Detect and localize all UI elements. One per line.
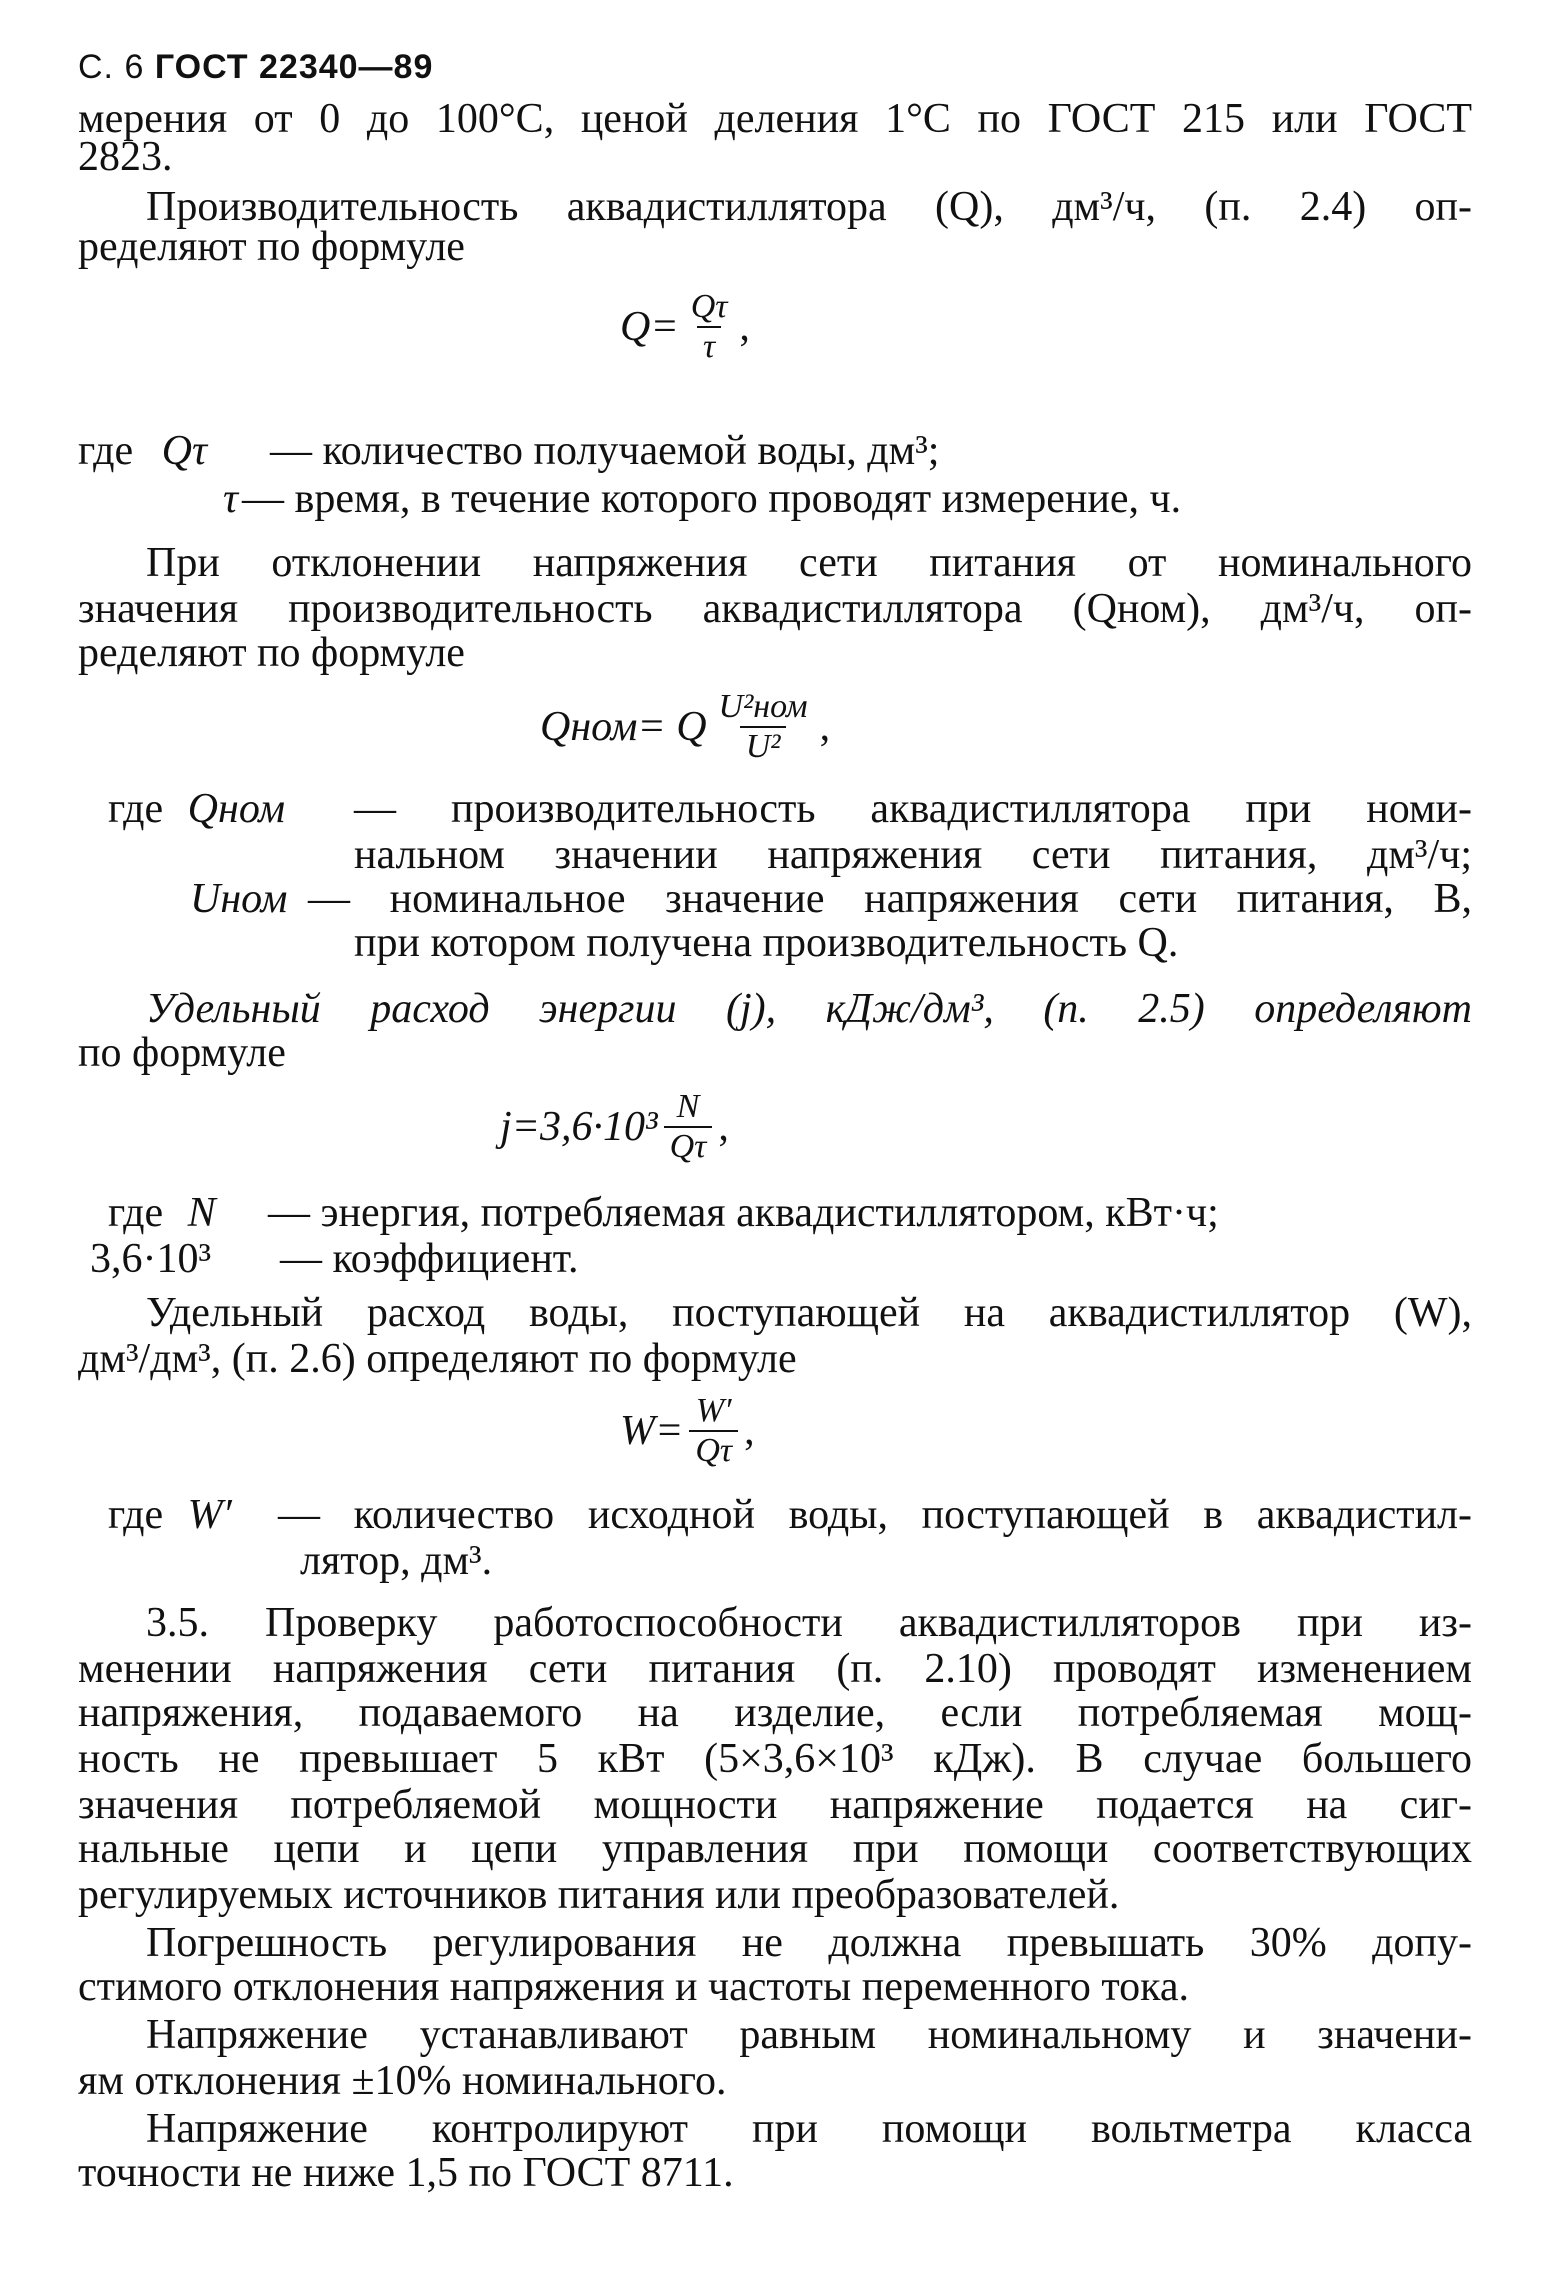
where-word: где xyxy=(108,1190,164,1236)
text-line: Производительность аквадистиллятора (Q), дм³/ч, (п. 2.4) оп- xyxy=(146,184,1472,230)
formula-lhs: W= xyxy=(620,1408,684,1454)
definition-term: 3,6·10³ xyxy=(90,1236,212,1282)
page-header xyxy=(78,48,433,87)
text-line: менении напряжения сети питания (п. 2.10) проводят изменением xyxy=(78,1646,1472,1692)
formula-lhs: Qном= Q xyxy=(540,704,707,750)
standard-code: ГОСТ 22340—89 xyxy=(154,48,434,86)
formula-productivity xyxy=(620,288,750,366)
text-line: точности не ниже 1,5 по ГОСТ 8711. xyxy=(78,2150,734,2196)
text-line: мерения от 0 до 100°С, ценой деления 1°С по ГОСТ 215 или ГОСТ xyxy=(78,96,1472,142)
page-number: С. 6 xyxy=(78,48,145,86)
where-word: где xyxy=(108,786,164,832)
text-line: ям отклонения ±10% номинального. xyxy=(78,2058,727,2104)
definition-text-continuation xyxy=(354,832,1472,878)
fraction-numerator: N xyxy=(676,1088,700,1125)
definition-text: — количество исходной воды, поступающей в аквадистил- xyxy=(278,1492,1472,1538)
definition-text: — номинальное значение напряжения сети питания, В, xyxy=(308,876,1472,922)
text-line: ределяют по формуле xyxy=(78,224,465,270)
text-line: дм³/дм³, (п. 2.6) определяют по формуле xyxy=(78,1336,797,1382)
fraction-numerator: U²ном xyxy=(718,688,808,725)
text-line: Удельный расход энергии (j), кДж/дм³, (п. 2.5) определяют xyxy=(146,986,1472,1032)
definition-text: — энергия, потребляемая аквадистиллятором, кВт·ч; xyxy=(268,1190,1219,1236)
formula-lhs: j=3,6·10³ xyxy=(500,1104,658,1150)
formula-comma: , xyxy=(718,1104,729,1150)
definition-text: при котором получена производительность Q. xyxy=(354,920,1179,966)
where-word: где xyxy=(78,428,134,474)
formula-comma: , xyxy=(739,304,750,350)
text-line: 2823. xyxy=(78,134,173,180)
text-line: 3.5. Проверку работоспособности аквадистилляторов при из- xyxy=(146,1600,1472,1646)
text-line: ределяют по формуле xyxy=(78,630,465,676)
text-line: стимого отклонения напряжения и частоты переменного тока. xyxy=(78,1964,1190,2010)
where-word: где xyxy=(108,1492,164,1538)
definition-term: W′ xyxy=(187,1492,232,1538)
fraction-denominator: Qτ xyxy=(689,1430,738,1470)
definition-text: — производительность аквадистиллятора при номи- xyxy=(354,786,1472,832)
definition-text: лятор, дм³. xyxy=(300,1538,493,1584)
definition-text-continuation xyxy=(300,1538,492,1584)
text-line: по формуле xyxy=(78,1030,286,1076)
fraction-numerator: W′ xyxy=(695,1392,732,1429)
text-line: значения производительность аквадистиллятора (Qном), дм³/ч, оп- xyxy=(78,586,1472,632)
definition-term: τ xyxy=(222,476,238,522)
definition-term: N xyxy=(187,1190,216,1236)
formula-fraction xyxy=(664,1088,713,1166)
text-line: регулируемых источников питания или преобразователей. xyxy=(78,1872,1120,1918)
formula-comma: , xyxy=(819,704,831,750)
text-line: напряжения, подаваемого на изделие, если потребляемая мощ- xyxy=(78,1690,1472,1736)
text-line: Погрешность регулирования не должна превышать 30% допу- xyxy=(146,1920,1472,1966)
definition-text: — время, в течение которого проводят измерение, ч. xyxy=(242,476,1182,522)
definition-text: — коэффициент. xyxy=(280,1236,579,1282)
text-line: При отклонении напряжения сети питания от номинального xyxy=(146,540,1472,586)
fraction-denominator: Qτ xyxy=(664,1126,713,1166)
formula-energy-consumption xyxy=(500,1088,729,1166)
formula-fraction xyxy=(685,288,734,366)
definition-term: Qном xyxy=(187,786,286,832)
fraction-numerator: Qτ xyxy=(690,288,728,325)
formula-fraction xyxy=(689,1392,738,1470)
definition-term: Qτ xyxy=(161,428,208,474)
definition-text: — количество получаемой воды, дм³; xyxy=(270,428,940,474)
formula-lhs: Q= xyxy=(620,304,679,350)
formula-nominal-productivity xyxy=(540,688,830,766)
text-line: нальные цепи и цепи управления при помощи соответствующих xyxy=(78,1826,1472,1872)
formula-water-consumption xyxy=(620,1392,755,1470)
text-line: Напряжение устанавливают равным номинальному и значени- xyxy=(146,2012,1472,2058)
definition-text-continuation xyxy=(354,920,1178,966)
text-line: Удельный расход воды, поступающей на аквадистиллятор (W), xyxy=(146,1290,1472,1336)
fraction-denominator: τ xyxy=(697,326,721,366)
formula-comma: , xyxy=(744,1408,755,1454)
definition-text: нальном значении напряжения сети питания, дм³/ч; xyxy=(354,832,1472,878)
text-line: ность не превышает 5 кВт (5×3,6×10³ кДж). В случае большего xyxy=(78,1736,1472,1782)
fraction-denominator: U² xyxy=(740,726,787,766)
formula-fraction xyxy=(713,688,814,766)
text-line: Напряжение контролируют при помощи вольтметра класса xyxy=(146,2106,1472,2152)
definition-term: Uном xyxy=(190,876,288,922)
text-line: значения потребляемой мощности напряжение подается на сиг- xyxy=(78,1782,1472,1828)
